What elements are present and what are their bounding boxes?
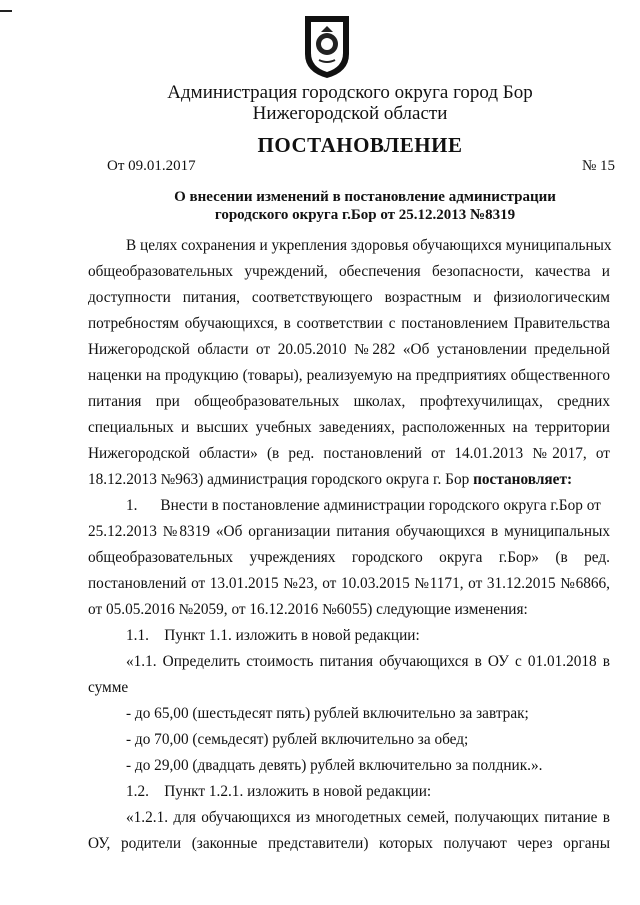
organization-region: Нижегородской области (252, 103, 448, 124)
organization-name: Администрация городского округа город Бор (167, 82, 533, 103)
coat-of-arms-emblem (301, 14, 353, 80)
document-number: № 15 (581, 158, 615, 174)
body-line: доступности питания, соответствующего возрастным и физиологическим (88, 289, 610, 306)
scan-mark (0, 10, 12, 12)
body-line: 25.12.2013 №8319 «Об организации питания обучающихся в муниципальных (88, 523, 610, 540)
body-line: «1.1. Определить стоимость питания обучающихся в ОУ с 01.01.2018 в (126, 653, 610, 670)
body-line (88, 470, 610, 489)
body-line: - до 65,00 (шестьдесят пять) рублей включительно за завтрак; (126, 705, 529, 722)
body-line: наценки на продукцию (товары), реализуемую на предприятиях общественного (88, 367, 610, 384)
body-line: общеобразовательных учреждений, обеспечения безопасности, качества и (88, 263, 610, 280)
body-line: - до 70,00 (семьдесят) рублей включительно за обед; (126, 731, 469, 748)
body-line: «1.2.1. для обучающихся из многодетных семей, получающих питание в (126, 809, 610, 826)
body-line: - до 29,00 (двадцать девять) рублей включительно за полдник.». (126, 757, 543, 774)
document-type-title: ПОСТАНОВЛЕНИЕ (257, 133, 463, 157)
body-line: сумме (88, 679, 129, 696)
document-date: От 09.01.2017 (107, 158, 196, 174)
subject-line-1: О внесении изменений в постановление администрации (174, 189, 556, 205)
body-text: 18.12.2013 №963) администрация городского округа г. Бор (88, 471, 474, 488)
decree-verb: постановляет: (473, 471, 573, 488)
body-line: Нижегородской области от 20.05.2010 №282 «Об установлении предельной (88, 341, 610, 358)
body-line: 1.1. Пункт 1.1. изложить в новой редакции: (126, 627, 420, 644)
body-line: 1.2. Пункт 1.2.1. изложить в новой редакции: (126, 783, 432, 800)
body-line: ОУ, родители (законные представители) которых получают через органы (88, 835, 610, 852)
body-line: В целях сохранения и укрепления здоровья обучающихся муниципальных (126, 237, 612, 254)
body-line: постановлений от 13.01.2015 №23, от 10.03.2015 №1171, от 31.12.2015 №6866, (88, 575, 610, 592)
body-line: Нижегородской области» (в ред. постановлений от 14.01.2013 №2017, от (88, 445, 610, 462)
body-line: питания при общеобразовательных школах, профтехучилищах, средних (88, 393, 610, 410)
body-line: потребностям обучающихся, в соответствии с постановлением Правительства (88, 315, 610, 332)
body-line: 1. Внести в постановление администрации городского округа г.Бор от (126, 497, 601, 514)
body-line: от 05.05.2016 №2059, от 16.12.2016 №6055) следующие изменения: (88, 601, 528, 618)
body-line: общеобразовательных учреждениях городского округа г.Бор» (в ред. (88, 549, 610, 566)
subject-line-2: городского округа г.Бор от 25.12.2013 №8319 (214, 207, 516, 223)
body-line: специальных и высших учебных заведениях, расположенных на территории (88, 419, 610, 436)
